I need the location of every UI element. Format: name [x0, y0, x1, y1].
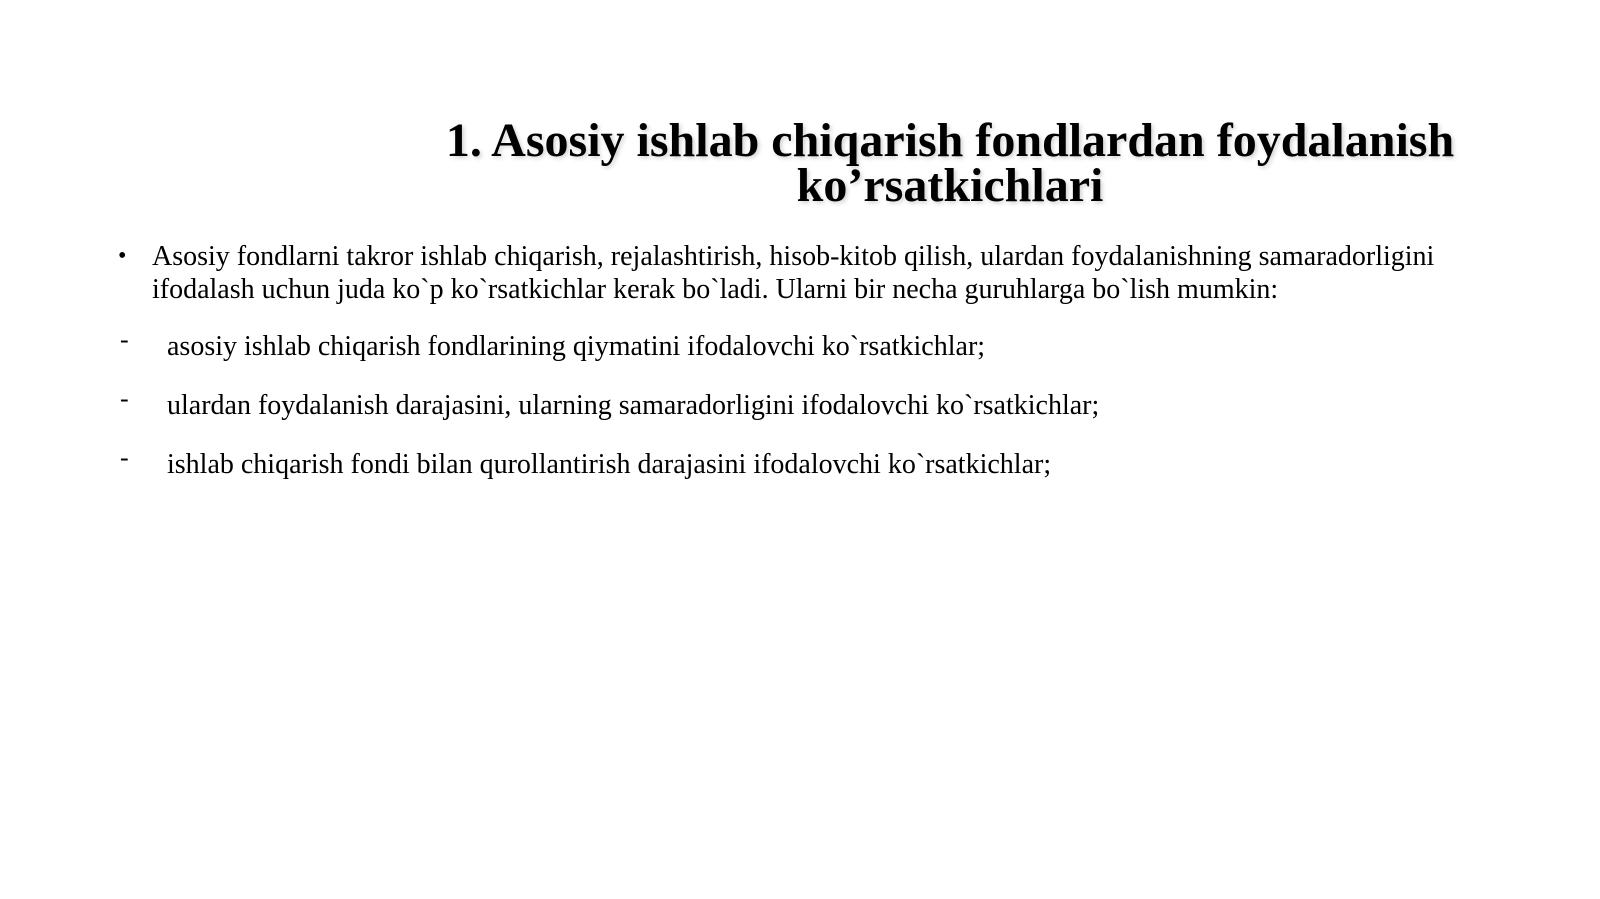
list-item-text: ishlab chiqarish fondi bilan qurollantirish darajasini ifodalovchi ko`rsatkichlar; — [167, 449, 1052, 480]
list-item — [118, 443, 1498, 481]
dash-icon: - — [120, 325, 129, 354]
slide-title-line-2: ko’rsatkichlari — [796, 159, 1104, 212]
intro-text: Asosiy fondlarni takror ishlab chiqarish, rejalashtirish, hisob-kitob qilish, ulardan foydalanishning samaradorligini ifodalash uchun juda ko`p ko`rsatkichlar kerak bo`ladi. Ularni bir necha guruhlarga bo`lish mumkin: — [152, 241, 1435, 305]
intro-paragraph — [118, 240, 1498, 306]
list-item — [118, 325, 1498, 363]
dash-icon: - — [120, 443, 129, 472]
dash-icon: - — [120, 384, 129, 413]
list-item-text: asosiy ishlab chiqarish fondlarining qiymatini ifodalovchi ko`rsatkichlar; — [167, 331, 986, 362]
bullet-icon: • — [118, 243, 127, 269]
slide-title-line-1: 1. Asosiy ishlab chiqarish fondlardan foydalanish — [445, 114, 1455, 167]
slide-body — [118, 240, 1498, 507]
list-item-text: ulardan foydalanish darajasini, ularning samaradorligini ifodalovchi ko`rsatkichlar; — [167, 390, 1100, 421]
slide-title — [400, 114, 1500, 212]
list-item — [118, 384, 1498, 422]
